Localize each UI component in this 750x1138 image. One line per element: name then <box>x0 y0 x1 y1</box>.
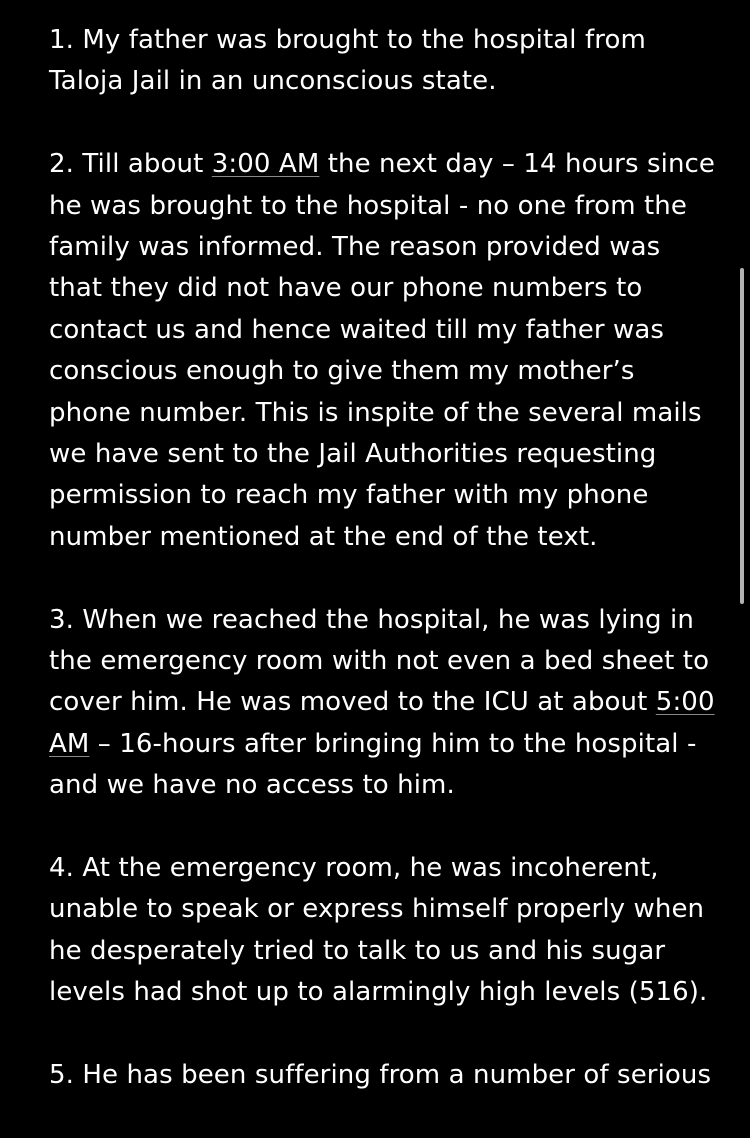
paragraph-4-text: 4. At the emergency room, he was incoherent, unable to speak or express himself properly when he desperately tried to talk to us and his sugar levels had shot up to alarmingly high levels (516). <box>49 853 708 1008</box>
note-body[interactable] <box>49 20 719 1138</box>
paragraph-2 <box>49 144 719 558</box>
paragraph-3-text-start: 3. When we reached the hospital, he was lying in the emergency room with not even a bed sheet to cover him. He was moved to the ICU at about <box>49 604 710 718</box>
paragraph-1 <box>49 20 719 103</box>
paragraph-3 <box>49 600 719 807</box>
time-link-3am[interactable]: 3:00 AM <box>211 149 320 180</box>
paragraph-1-text: 1. My father was brought to the hospital from Taloja Jail in an unconscious state. <box>49 25 646 97</box>
time-link-5am[interactable]: 5:00 AM <box>49 687 715 759</box>
paragraph-2-text-start: 2. Till about <box>49 149 212 180</box>
paragraph-3-text-end: – 16-hours after bringing him to the hospital - and we have no access to him. <box>49 728 697 801</box>
paragraph-4 <box>49 848 719 1014</box>
paragraph-5 <box>49 1055 719 1096</box>
paragraph-2-text-end: the next day – 14 hours since he was brought to the hospital - no one from the family was informed. The reason provided was that they did not have our phone numbers to contact us and hence waited till my father was conscious enough to give them my mother’s phone number. This is inspite of the several mails we have sent to the Jail Authorities requesting permission to reach my father with my phone number mentioned at the end of the text. <box>49 149 716 552</box>
vertical-scrollbar[interactable] <box>740 268 744 604</box>
paragraph-5-text: 5. He has been suffering from a number of serious <box>49 1060 712 1091</box>
